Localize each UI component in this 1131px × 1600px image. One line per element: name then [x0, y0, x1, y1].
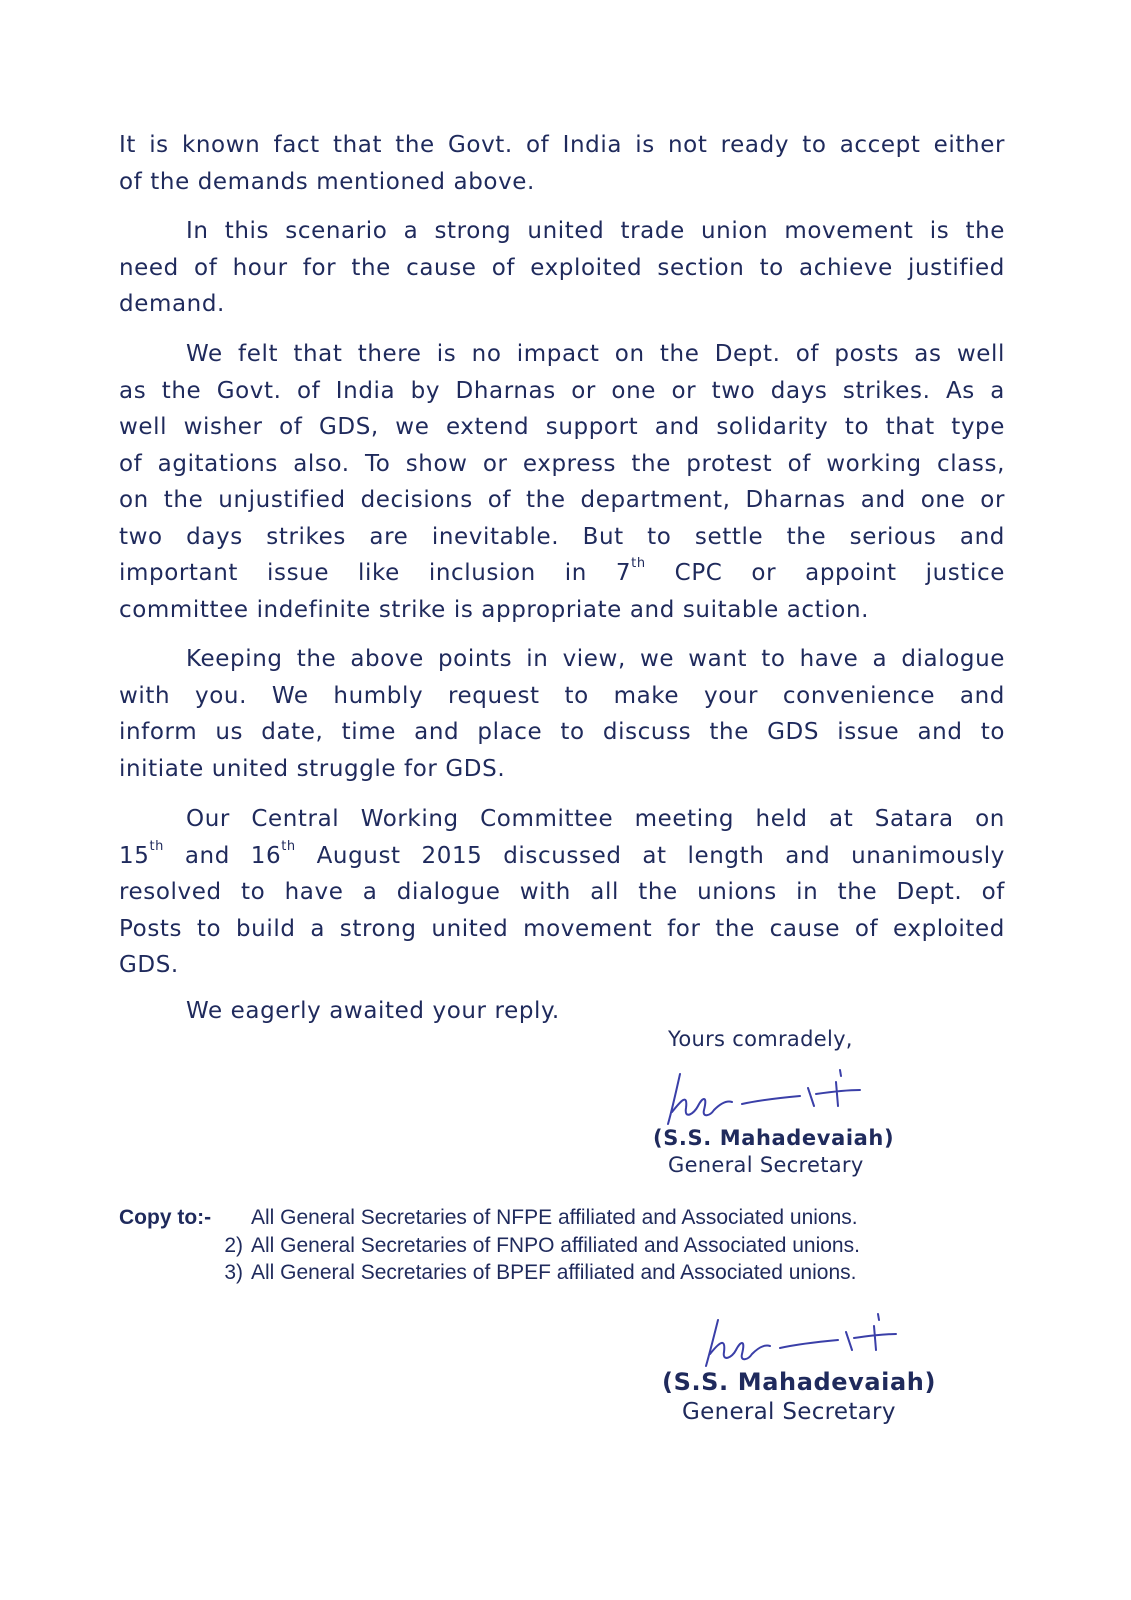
copy-to-number: 2) — [224, 1233, 243, 1257]
text-line-content: Keeping the above points in view, we want to have a dialogue — [186, 646, 1005, 672]
text-line: two days strikes are inevitable. But to settle the serious and — [119, 523, 1005, 550]
text-line-content: We felt that there is no impact on the Dept. of posts as well — [186, 341, 1005, 367]
copy-to-label: Copy to:- — [119, 1206, 212, 1229]
paragraph-1 — [119, 127, 1005, 200]
text-line-content: We eagerly awaited your reply. — [186, 998, 560, 1024]
ordinal-suffix: th — [149, 838, 165, 854]
text-line: It is known fact that the Govt. of India is not ready to accept either — [119, 132, 1005, 158]
paragraph-2 — [119, 213, 1005, 323]
text-line: with you. We humbly request to make your convenience and — [119, 682, 1005, 709]
text-line: resolved to have a dialogue with all the unions in the Dept. of — [119, 879, 1005, 905]
text-line-content: In this scenario a strong united trade union movement is the — [186, 218, 1005, 244]
copy-to-row — [119, 1232, 860, 1260]
copy-to-item: All General Secretaries of NFPE affiliated and Associated unions. — [251, 1206, 858, 1229]
copy-to-row — [119, 1204, 860, 1232]
text-line: Posts to build a strong united movement for the cause of exploited — [119, 915, 1005, 942]
footer-signatory-title: General Secretary — [682, 1399, 896, 1425]
text-line: initiate united struggle for GDS. — [119, 755, 506, 782]
copy-to-number: 3) — [224, 1261, 243, 1284]
paragraph-6 — [119, 993, 1005, 1030]
text-line — [119, 555, 1005, 592]
text-line-content: August 2015 discussed at length and unanimously — [295, 842, 1005, 869]
signature-stroke — [706, 1314, 896, 1366]
text-line: demand. — [119, 291, 225, 317]
text-line — [119, 213, 1005, 250]
text-line: of the demands mentioned above. — [119, 168, 535, 195]
text-line: GDS. — [119, 952, 179, 978]
text-line-content: important issue like inclusion in 7 — [119, 560, 632, 586]
copy-to-item: All General Secretaries of BPEF affiliated and Associated unions. — [251, 1261, 857, 1284]
signature-stroke — [668, 1070, 860, 1124]
text-line-content: Our Central Working Committee meeting held at Satara on — [186, 806, 1005, 832]
paragraph-3 — [119, 336, 1005, 628]
text-line: on the unjustified decisions of the department, Dharnas and one or — [119, 487, 1005, 513]
copy-to-item: All General Secretaries of FNPO affiliated and Associated unions. — [251, 1233, 860, 1257]
paragraph-4 — [119, 641, 1005, 787]
ordinal-suffix: th — [281, 838, 296, 854]
footer-signature-image — [690, 1312, 910, 1372]
text-line-content: CPC or appoint justice — [645, 560, 1005, 586]
copy-to-row — [119, 1259, 860, 1287]
paragraph-5 — [119, 801, 1005, 984]
text-line — [119, 641, 1005, 678]
text-line: as the Govt. of India by Dharnas or one or two days strikes. As a — [119, 377, 1005, 404]
signature-image — [650, 1062, 870, 1132]
text-line-content: and 16 — [164, 842, 282, 869]
text-line-content: 15 — [119, 842, 150, 869]
ordinal-suffix: th — [631, 556, 646, 572]
copy-to-block — [119, 1204, 860, 1287]
signatory-title: General Secretary — [668, 1153, 864, 1177]
text-line — [119, 336, 1005, 373]
text-line — [119, 838, 1005, 875]
text-line — [119, 993, 1005, 1030]
text-line: committee indefinite strike is appropriate and suitable action. — [119, 596, 870, 623]
closing-salutation: Yours comradely, — [668, 1027, 853, 1051]
text-line: well wisher of GDS, we extend support and solidarity to that type — [119, 414, 1005, 440]
footer-signatory-name: (S.S. Mahadevaiah) — [662, 1368, 937, 1396]
signatory-name: (S.S. Mahadevaiah) — [653, 1126, 895, 1150]
text-line: inform us date, time and place to discuss the GDS issue and to — [119, 719, 1005, 745]
text-line: need of hour for the cause of exploited section to achieve justified — [119, 254, 1005, 281]
text-line: of agitations also. To show or express the protest of working class, — [119, 450, 1005, 477]
text-line — [119, 801, 1005, 838]
